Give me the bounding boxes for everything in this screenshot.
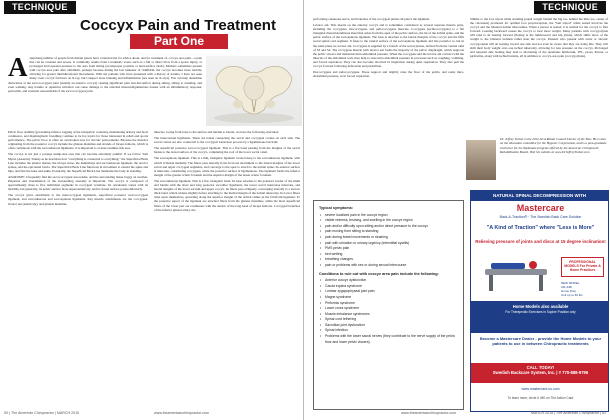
list-item: • Anterior coccyx dysfunction	[319, 278, 458, 284]
ad-model-item: NEW MODEL	[561, 281, 580, 285]
intro-paragraph	[8, 56, 202, 126]
left-page	[0, 0, 304, 420]
list-item: • Magne syndrome	[319, 295, 458, 301]
ad-model-item: Home Duty	[561, 289, 577, 293]
traction-table-icon	[481, 255, 553, 295]
website-url: www.theamericanchiropractor.com	[401, 411, 456, 415]
pelvis-photo	[206, 56, 302, 126]
list-item: • PMS pelvic pain	[319, 246, 458, 252]
list-item: • Problems with the lower sacral nerves (they contribute to the nerve supply of the pelvic floor and lower pelvic viscera)	[319, 334, 458, 345]
page-footer-left: 50 | The American Chiropractor | MARCH 2015 www.theamericanchiropractor.com	[4, 411, 209, 415]
symptoms-box	[313, 200, 464, 410]
ad-model-item: Unit up to 60 lbs	[561, 293, 583, 297]
ad-model-list	[561, 281, 606, 297]
section-tab-right: TECHNIQUE	[534, 1, 606, 14]
paragraph: The coccyx gives attachment to the intercoccygeal ligaments, superficial posterior sacrococcygeal ligament, and sacrotuberous and sacrospinous ligaments. Key muscle attachments are the coccygeus, levator ani (anteriorly), and gluteus maximus	[8, 193, 148, 206]
list-item: • Lumbar zygapophyseal joint pain	[319, 289, 458, 295]
author-photo	[466, 140, 496, 180]
list-item: • pain or problems with sex or during sexual intercourse	[319, 263, 458, 269]
list-item: • pain with urination or urinary urgency (interstitial cystitis)	[319, 241, 458, 247]
paragraph: The superficial posterior sacrococcygeal ligament. This is a flat band passing from the margins of the sacral hiatus to the dorsal surface of the coccyx, completing the roof of the lower sacral canal.	[154, 146, 300, 155]
ad-model-item: CR-44B	[561, 285, 572, 289]
list-item: • Lower cross syndrome	[319, 306, 458, 312]
left-column-2	[154, 130, 300, 406]
typical-symptoms-heading: Typical symptoms:	[319, 206, 354, 210]
publication-name: The American Chiropractor	[10, 411, 54, 415]
ad-home-models-band	[471, 301, 609, 333]
list-item: • Spinal infection	[319, 328, 458, 334]
typical-symptoms-list	[319, 213, 458, 269]
list-item: • breathing changes	[319, 257, 458, 263]
issue-date: MARCH 2015	[56, 411, 80, 415]
part-banner: Part One	[130, 34, 228, 49]
paragraph: ANATOMY: I frequently find the sacrococcygeal area tender, and the surrounding tissue boggy on swollen. Palpation and visualization of the surrounding anatomy is important. The coccyx is composed of approximately three to five individual segments in coccygeal vertebrae. Its orientation varies with its mobility, but generally, its pelvic surface faces superoanteriorly, and its dorsal surface posteroinferiorly.	[8, 174, 148, 192]
paragraph: Similar to the foot tripod while standing (equal weight behind the big toe, behind the little toe, center of the calcaneus) promoted for optimal foot proprioception, the "butt tripod" while seated involves the coccyx and the bilateral ischial tuberosities. When a person is seated, it is normal for the coccyx to flex forward. Leaning backward causes the coccyx to bear more weight. Many patients with coccygodynia will tend to sit leaning forward (flexing at the lumbosacral and hip joints), which shifts more of the weight to the bilateral ischium rather than the coccyx. Patients who present with acute or chronic coccygodynia will sit leaning toward one side and not even be aware that they are doing this. They will shift their body weight onto one ischial tuberosity, allowing for less pressure on the coccyx. Prolonged and repeated side leaning may lead to shortening of the quadratus lumborum, TFL, psoas, iliacus, or piriformis, along with ischial bursitis, all in addition to coccyx-area pain (coccygodynia).	[470, 17, 608, 58]
paragraph: The sacrospinous ligament. This is a thin, triangular ligament located deep to the sacrotuberous ligament, with which it blends medially. The fibers pass laterally from its broad attachment to the lateral margins of the lower sacral and upper coccygeal segments, and converge to the apex to attach to the ischial spine. Its anterior surface is muscular, constituting coccygeus, while the posterior surface is ligamentous. The ligament forms the inferior margin of the greater sciatic foramen and the superior margin of the lesser sciatic foramen.	[154, 156, 300, 177]
paragraph: muscles. Going from bone to the surface and medial to lateral, we have the following structures:	[154, 130, 280, 134]
ad-dealer-text: Become a Mastercare Dealer - provide the Home Models to your patients to use in between Chiropractic treatments	[479, 336, 602, 347]
conditions-heading: Conditions to rule out with coccyx area pain include the following:	[319, 271, 439, 276]
ad-home-models-title: Home Models also available	[512, 304, 569, 309]
right-page	[306, 0, 610, 420]
list-item: • pain during bowel movements or straining	[319, 235, 458, 241]
list-item: • Cauda equina syndrome	[319, 284, 458, 290]
pelvis-bone-model-icon	[206, 56, 302, 126]
paragraph: The sacrotuberous ligament. This is a flat, triangular band. Its base attaches to the posterior border of the ilium and blends with the short and long posterior sacroiliac ligaments, the lower sacral transverse tubercles, and lateral margins of the lower sacrum and upper coccyx. Its fibers pass obliquely, converging laterally to a narrow thick band, which widens slightly before attaching to the medial margin of the ischial tuberosity. Its lower fibers twist upon themselves, spreading along the superior margin of the ischial ramus as the falciform ligament. To the posterior aspect of the ligament are attached fibers from the gluteus maximus, while the most superficial fibers of the lower part are continuous with the tendon of the long head of biceps femoris. Coccygeal branches of the inferior gluteal artery, the	[154, 178, 300, 212]
ad-subheadline: Relieving pressure of joints and discs at 15 degree inclination!	[475, 239, 606, 244]
ad-headline: "A Kind of Traction" where "Less is More"	[486, 225, 595, 231]
list-item: • Muscle imbalance syndromes	[319, 312, 458, 318]
ad-call-line: Swedish Backcare System, Inc. | # 770-888-9796	[492, 370, 589, 376]
page-footer-right: www.theamericanchiropractor.com MARCH 2015 | The American Chiropractor | 51	[401, 411, 606, 415]
list-item: • severe localized pain in the coccyx region	[319, 213, 458, 219]
drop-cap: A	[8, 56, 28, 82]
paragraph: The coccyx is not just a postage stamp-size area that can become extremely painful. If we follow Tom Myers (Anatomy Trains) as he describes how "everything is connected to everything," the Superficial Back Line includes the plantar tissues, the triceps surae, the hamstrings and sacrotuberous ligament, the erector spinae, and the epicranial fascia. The Superficial Back Line functions in movement to extend the spine and hips, and flex the knee and ankle. Posturally, the Superficial Back Line maintains the body in standing.	[8, 152, 148, 173]
paragraph: Iliococcygeus and pubococcygeus. These support and slightly raise the floor of the pelvis, and resist intra-abdominal pressure, as in forced expiration.	[313, 70, 464, 79]
issue-date: MARCH 2015	[530, 411, 554, 415]
mastercare-advertisement[interactable]	[470, 190, 609, 412]
ad-call-to-action[interactable]	[471, 363, 609, 383]
section-tab-left: TECHNIQUE	[4, 1, 76, 14]
list-item: • visible redness, bruising, and swelling in the coccyx region	[319, 218, 458, 224]
author-bio: Dr. Jeffrey Tucker is the 2012 ACA Rehab Council Doctor of the Year. He is also on the education committee for the Hygenic Corporation, and is a post-graduate instructor for the diplomate program offered by the American Chiropractic Rehabilitation Board. Visit his website at www.DrJeffreyTucker.com	[500, 137, 607, 154]
intro-text: surprising number of people from distant places have contacted me for advice about, and for treatment of, coccyx-area pain—a pain that can be constant and severe. It commonly results from a traumatic event, such as a fall or direct blow from a sports injury, or prolonged and repeated pressure to the area from sitting (an improper position or hard-surface chair). Mothers sometimes present with coccyx-area pain after childbirth, perhaps because during the last trimester of childbirth, the coccyx becomes more mobile, allowing for greater multidirectional movements. With my patients who have presented with a history of trauma, I have not seen many overt coccyx fractures on X-ray, but I suspect bone bruising and inflammation (not seen on X-rays). You can help determine dislocation at the sacrococcygeal joint (usually an anterior coccyx) causing significant pain and discomfort during sitting, sitting to standing, and even walking. Any trauma or repetitive irritation can cause damage to the attached musculoligamentous tissues with an inflammatory response, periostitis, and eventual osteoarthritis of the sacrococcygeal joint.	[8, 56, 202, 93]
paragraph: perforating cutaneous nerve, and branches of the coccygeal plexus all pierce the ligament.	[313, 17, 430, 21]
left-column-1	[8, 130, 148, 406]
paragraph: Levator ani. This inserts on the anterior coccyx and is sometimes considered as several separate muscle parts, including the coccygeus, iliococcygeus, and pubococcygeus muscles. Coccygeus (ischiococcygeus) is a flat triangular musculotendinous sheet that arises from the apex of the pelvic surface, the tip of the ischial spine, and the pelvic surface of the sacrospinous ligament. The base is attached to the lateral margins of the coccyx and the fifth sacral spinal cord segment. It fuses to the ventral surface of the sacrospinous ligament and lies posterior to, but in the same plane as, levator ani. Coccygeus is supplied by a branch of the sacral plexus, derived from the ventral rami of S3 and S4. The coccygeus muscle with levator ani forms the majority of the pelvic diaphragm, which supports the pelvic viscera and maintains intra-abdominal pressure. When the coccygeus and the levator ani contract with the muscles of the abdominal wall, they help to raise intra-abdominal pressure in processes such as coughing, vomiting, and forced expiration. They can also become involved in inspiration during quiet respiration. They also pull the coccyx forward following defecation and parturition.	[313, 23, 464, 69]
publication-name: The American Chiropractor	[556, 411, 600, 415]
ad-models-badge: PROFESSIONAL MODELS For Private & Home Practices	[561, 257, 604, 277]
right-column-2	[470, 17, 608, 135]
list-item: • pain moving from sitting to standing	[319, 229, 458, 235]
ad-home-models-sub: For Therapeutic Exercises in Supine Position only	[505, 309, 576, 314]
ad-website-link[interactable]: www.mastercare.us.com	[521, 387, 560, 391]
right-column-1	[313, 17, 464, 197]
list-item: • bed wetting	[319, 252, 458, 258]
ad-top-banner: NATURAL SPINAL DECOMPRESSION WITH	[471, 191, 608, 201]
list-item: • Spinal cord tethering	[319, 317, 458, 323]
list-item: • pain and/or difficulty upon sitting and/or direct pressure to the coccyx	[319, 224, 458, 230]
page-number: 50	[4, 411, 8, 415]
conditions-list	[319, 278, 458, 345]
website-url: www.theamericanchiropractor.com	[154, 411, 209, 415]
ad-call-title: CALL TODAY!	[526, 365, 555, 370]
ad-reader-card: To learn more, circle # 490 on The Action Card	[507, 396, 574, 400]
ad-brand-tagline: Back-A-Traction® · The Swedish Back Care Solution	[499, 215, 582, 219]
paragraph: The intercornual ligaments. These are bands connecting the sacral and coccygeal cornua on each side. The sacral cornua are also connected to the coccygeal transverse process by a ligamentous fasciculi.	[154, 136, 300, 145]
ad-brand-logo: Mastercare	[516, 203, 565, 213]
article-headline: Coccyx Pain and Treatment	[80, 17, 276, 34]
list-item: • Piriformis syndrome	[319, 301, 458, 307]
page-number: 51	[602, 411, 606, 415]
paragraph: Pelvic floor stability (preventing inferior sagging of the intrapelvic contents), maintaining urinary and fecal continence, and diaphragmatic breathing continue to be hot topics for those interested in rehab and sports performance. The pelvic floor is often an overlooked area for chronic pain patients. Because the muscles originating from the posterior coccyx include the gluteus maximus and strands of biceps femoris, which is often continuous with the sacrotuberous ligaments, it is important to at least examine this area.	[8, 130, 148, 151]
list-item: • Sacroiliac joint dysfunction	[319, 323, 458, 329]
